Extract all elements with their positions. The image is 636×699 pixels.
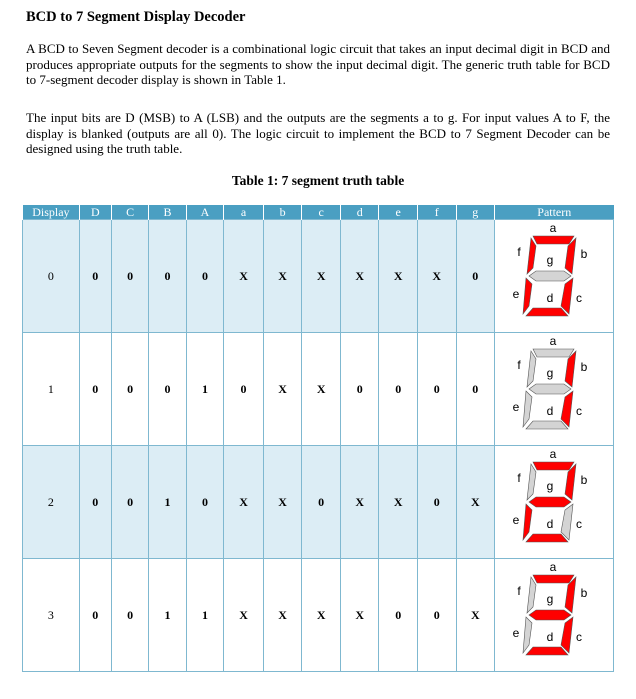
segment-f (527, 238, 536, 274)
segment-d (526, 308, 568, 316)
cell-a: 0 (186, 446, 223, 559)
segment-label-d: d (546, 404, 554, 418)
cell-b: 1 (149, 446, 186, 559)
cell-seg-c: X (302, 559, 341, 672)
segment-label-g: g (546, 366, 554, 380)
segment-label-c: c (576, 404, 583, 418)
segment-label-c: c (576, 517, 583, 531)
segment-label-c: c (576, 291, 583, 305)
segment-label-a: a (549, 448, 557, 461)
segment-f (527, 351, 536, 387)
segment-d (526, 534, 568, 542)
cell-c: 0 (111, 446, 148, 559)
header-seg-f: f (417, 205, 456, 220)
segment-label-e: e (512, 626, 520, 640)
segment-g (529, 384, 571, 394)
table-row (23, 333, 614, 446)
pattern-cell (495, 559, 614, 672)
cell-b: 0 (149, 333, 186, 446)
segment-a (533, 462, 574, 470)
cell-c: 0 (111, 220, 148, 333)
cell-d: 0 (79, 220, 111, 333)
segment-e (523, 617, 532, 653)
cell-seg-d: X (340, 220, 379, 333)
segment-label-a: a (549, 561, 557, 574)
segment-label-a: a (549, 335, 557, 348)
header-seg-c: c (302, 205, 341, 220)
cell-seg-b: X (263, 446, 302, 559)
segment-label-b: b (580, 247, 588, 261)
header-b: B (149, 205, 186, 220)
segment-e (523, 504, 532, 540)
cell-seg-a: 0 (224, 333, 264, 446)
cell-seg-f: 0 (417, 333, 456, 446)
segment-g (529, 610, 571, 620)
header-display: Display (23, 205, 80, 220)
cell-seg-a: X (224, 220, 264, 333)
table-row (23, 559, 614, 672)
segment-c (561, 278, 573, 314)
cell-display: 3 (23, 559, 80, 672)
cell-b: 1 (149, 559, 186, 672)
cell-seg-b: X (263, 220, 302, 333)
intro-paragraph: A BCD to Seven Segment decoder is a combinational logic circuit that takes an input decimal digit in BCD and produces appropriate outputs for the segments to show the input decimal digit. The generic truth table for BCD to 7-segment decoder display is shown in Table 1. (26, 41, 610, 87)
segment-label-g: g (546, 253, 554, 267)
segment-label-g: g (546, 479, 554, 493)
seven-segment-display (506, 561, 602, 669)
cell-display: 1 (23, 333, 80, 446)
cell-display: 0 (23, 220, 80, 333)
cell-a: 0 (186, 220, 223, 333)
cell-seg-a: X (224, 559, 264, 672)
segment-label-a: a (549, 222, 557, 235)
header-seg-e: e (379, 205, 418, 220)
segment-c (561, 504, 573, 540)
cell-seg-e: X (379, 446, 418, 559)
segment-f (527, 464, 536, 500)
cell-seg-b: X (263, 559, 302, 672)
document-title: BCD to 7 Segment Display Decoder (26, 9, 246, 25)
cell-c: 0 (111, 559, 148, 672)
segment-label-f: f (517, 471, 521, 485)
pattern-cell (495, 333, 614, 446)
cell-seg-a: X (224, 446, 264, 559)
segment-e (523, 278, 532, 314)
cell-seg-b: X (263, 333, 302, 446)
cell-seg-e: 0 (379, 559, 418, 672)
segment-label-b: b (580, 586, 588, 600)
cell-c: 0 (111, 333, 148, 446)
seven-segment-display (506, 448, 602, 556)
segment-f (527, 577, 536, 613)
cell-d: 0 (79, 559, 111, 672)
segment-label-f: f (517, 584, 521, 598)
header-d: D (79, 205, 111, 220)
cell-seg-g: 0 (456, 333, 495, 446)
segment-e (523, 391, 532, 427)
table-row (23, 220, 614, 333)
cell-seg-c: 0 (302, 446, 341, 559)
segment-label-f: f (517, 245, 521, 259)
cell-seg-f: 0 (417, 446, 456, 559)
cell-seg-g: X (456, 446, 495, 559)
segment-label-f: f (517, 358, 521, 372)
table-header-row (23, 205, 614, 220)
header-a: A (186, 205, 223, 220)
header-seg-g: g (456, 205, 495, 220)
cell-seg-d: X (340, 559, 379, 672)
segment-label-b: b (580, 473, 588, 487)
cell-display: 2 (23, 446, 80, 559)
cell-seg-c: X (302, 333, 341, 446)
segment-label-e: e (512, 513, 520, 527)
pattern-cell (495, 220, 614, 333)
table-caption: Table 1: 7 segment truth table (231, 173, 405, 188)
cell-seg-g: 0 (456, 220, 495, 333)
segment-d (526, 647, 568, 655)
truth-table (22, 205, 614, 672)
cell-seg-d: 0 (340, 333, 379, 446)
header-seg-b: b (263, 205, 302, 220)
cell-seg-g: X (456, 559, 495, 672)
segment-label-e: e (512, 287, 520, 301)
header-c: C (111, 205, 148, 220)
cell-seg-e: 0 (379, 333, 418, 446)
header-seg-a: a (224, 205, 264, 220)
cell-d: 0 (79, 446, 111, 559)
segment-a (533, 349, 574, 357)
header-pattern: Pattern (495, 205, 614, 220)
header-seg-d: d (340, 205, 379, 220)
segment-a (533, 236, 574, 244)
pattern-cell (495, 446, 614, 559)
cell-seg-f: X (417, 220, 456, 333)
cell-a: 1 (186, 333, 223, 446)
segment-label-b: b (580, 360, 588, 374)
segment-d (526, 421, 568, 429)
segment-label-g: g (546, 592, 554, 606)
segment-c (561, 617, 573, 653)
segment-label-c: c (576, 630, 583, 644)
input-description-paragraph: The input bits are D (MSB) to A (LSB) and the outputs are the segments a to g. For input values A to F, the display is blanked (outputs are all 0). The logic circuit to implement the BCD to 7 Segment Decoder can be designed using the truth table. (26, 110, 610, 156)
table-row (23, 446, 614, 559)
segment-g (529, 497, 571, 507)
segment-g (529, 271, 571, 281)
segment-label-d: d (546, 291, 554, 305)
cell-a: 1 (186, 559, 223, 672)
segment-label-d: d (546, 517, 554, 531)
cell-d: 0 (79, 333, 111, 446)
segment-c (561, 391, 573, 427)
seven-segment-display (506, 222, 602, 330)
segment-label-d: d (546, 630, 554, 644)
cell-b: 0 (149, 220, 186, 333)
seven-segment-display (506, 335, 602, 443)
cell-seg-f: 0 (417, 559, 456, 672)
segment-a (533, 575, 574, 583)
cell-seg-c: X (302, 220, 341, 333)
cell-seg-d: X (340, 446, 379, 559)
segment-label-e: e (512, 400, 520, 414)
cell-seg-e: X (379, 220, 418, 333)
